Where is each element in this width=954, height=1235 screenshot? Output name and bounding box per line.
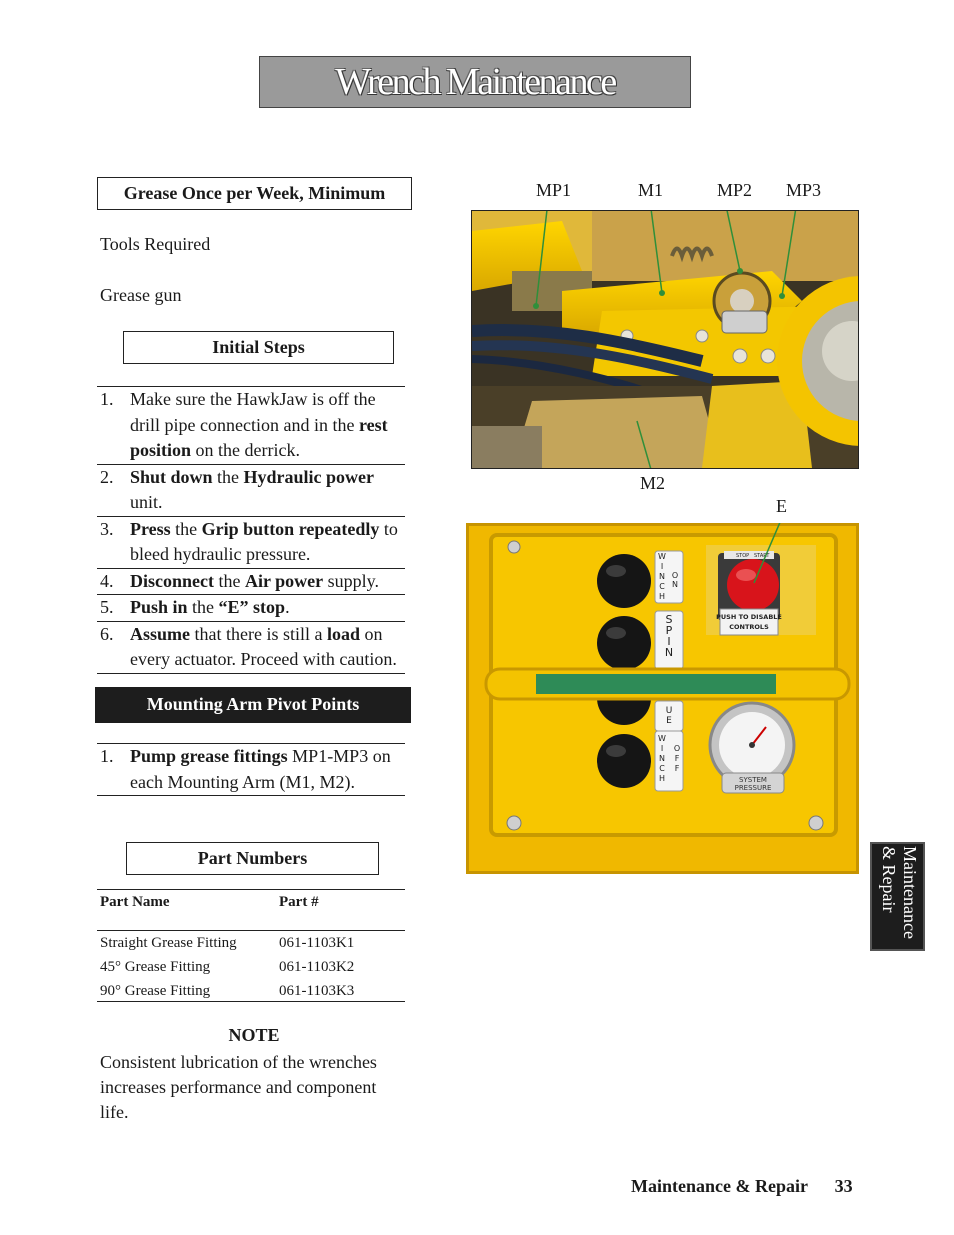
callout-m1: M1: [638, 180, 664, 200]
svg-text:U: U: [665, 706, 673, 716]
step-number: 5.: [100, 597, 114, 617]
svg-text:I: I: [660, 562, 664, 571]
label-system: SYSTEM: [739, 776, 767, 784]
step-fragment: the: [170, 518, 202, 539]
step-emphasis: rest position: [130, 414, 388, 460]
wrench-mounting-arm-photo: [471, 210, 859, 469]
step-text: [130, 569, 405, 595]
page-title: Wrench Maintenance: [335, 61, 615, 103]
callout-e: E: [776, 496, 787, 516]
step-text: [130, 465, 405, 516]
initial-steps-text: Initial Steps: [212, 337, 305, 357]
step-emphasis: “E” stop: [218, 597, 286, 617]
step-emphasis: Assume: [130, 623, 191, 644]
part-number-cell: 061-1103K2: [279, 959, 355, 975]
step-text: [130, 622, 405, 673]
tool-grease-gun: Grease gun: [100, 285, 182, 305]
callout-mp2: MP2: [717, 180, 753, 200]
initial-steps-list: [97, 386, 405, 674]
step-fragment: supply.: [323, 570, 379, 591]
part-numbers-header: [126, 842, 379, 875]
part-number-cell: 061-1103K3: [279, 983, 355, 999]
mounting-arm-header: [95, 687, 411, 723]
step-fragment: the: [214, 570, 245, 591]
col-part-number: Part #: [279, 894, 319, 910]
label-on: O: [671, 571, 679, 580]
table-header-row: [97, 889, 405, 931]
step-fragment: to bleed hydraulic pressure.: [130, 518, 398, 564]
initial_steps-step-5: [97, 594, 405, 621]
svg-text:H: H: [658, 774, 666, 783]
step-emphasis: Shut down: [130, 466, 213, 487]
step-emphasis: Hydraulic power: [243, 466, 375, 487]
step-emphasis: Push in: [130, 597, 188, 617]
label-controls: CONTROLS: [729, 623, 769, 631]
step-emphasis: Grip button repeatedly: [201, 518, 380, 539]
e-stop-button: [727, 559, 779, 611]
svg-text:I: I: [667, 635, 671, 648]
initial-steps-header: [123, 331, 394, 364]
table-row: [97, 979, 405, 1003]
initial_steps-step-4: [97, 568, 405, 595]
page-title-banner: [259, 56, 691, 108]
svg-text:STOP: STOP: [736, 553, 750, 559]
callout-mp1: MP1: [536, 180, 572, 200]
step-emphasis: Air power: [245, 570, 324, 591]
grease-schedule-text: Grease Once per Week, Minimum: [123, 183, 386, 203]
footer-section-name: Maintenance & Repair: [631, 1176, 808, 1196]
step-fragment: .: [285, 597, 290, 617]
part-numbers-text: Part Numbers: [197, 848, 308, 868]
initial_steps-step-1: [97, 386, 405, 464]
step-emphasis: Disconnect: [130, 570, 214, 591]
step-fragment: on the derrick.: [191, 440, 300, 460]
svg-text:START: START: [754, 553, 770, 559]
callout-m2: M2: [640, 473, 666, 493]
part-name-cell: 45° Grease Fitting: [100, 959, 211, 975]
step-number: 6.: [100, 623, 114, 644]
step-text: [130, 517, 405, 568]
svg-text:C: C: [659, 582, 665, 591]
mounting-arm-list: [97, 743, 405, 796]
mounting-step-1: [97, 743, 405, 796]
step-number: 1.: [100, 389, 114, 409]
grease-schedule-header: [97, 177, 412, 210]
step-emphasis: Pump grease fittings: [130, 746, 288, 766]
svg-text:N: N: [672, 580, 678, 589]
control-panel-photo: [466, 523, 859, 874]
side-tab-text: Maintenance & Repair: [879, 846, 920, 939]
mounting-arm-text: Mounting Arm Pivot Points: [146, 694, 360, 714]
part-name-cell: Straight Grease Fitting: [100, 935, 237, 951]
svg-text:N: N: [659, 754, 665, 763]
step-number: 3.: [100, 518, 114, 539]
step-fragment: the: [187, 597, 219, 617]
step-fragment: on every actuator. Proceed with caution.: [130, 623, 397, 669]
step-number: 4.: [100, 570, 114, 591]
step-text: [130, 387, 405, 464]
step-number: 1.: [100, 746, 114, 766]
label-winch-top: W: [658, 552, 666, 561]
svg-text:C: C: [659, 764, 665, 773]
label-pressure: PRESSURE: [734, 784, 772, 792]
table-body: [97, 931, 405, 1002]
initial_steps-step-2: [97, 464, 405, 516]
svg-text:F: F: [674, 764, 680, 773]
part-numbers-table: [97, 889, 405, 1002]
step-fragment: the: [212, 466, 244, 487]
step-fragment: that there is still a: [190, 623, 327, 644]
callout-mp3: MP3: [786, 180, 822, 200]
svg-text:H: H: [658, 592, 666, 601]
step-text: [130, 744, 405, 795]
part-number-cell: 061-1103K1: [279, 935, 355, 951]
svg-text:F: F: [674, 754, 680, 763]
step-text: [130, 595, 405, 621]
step-number: 2.: [100, 466, 114, 487]
col-part-name: Part Name: [100, 894, 170, 910]
step-emphasis: Press: [130, 518, 171, 539]
svg-text:I: I: [660, 744, 664, 753]
initial_steps-step-6: [97, 621, 405, 674]
step-fragment: unit.: [130, 492, 163, 512]
step-fragment: MP1-MP3 on each Mounting Arm (M1, M2).: [130, 746, 391, 792]
table-row: [97, 955, 405, 979]
label-winch-bottom: W: [658, 734, 666, 743]
svg-text:E: E: [666, 716, 672, 726]
step-emphasis: load: [326, 623, 360, 644]
page-footer: [631, 1176, 853, 1197]
label-push-disable: PUSH TO DISABLE: [716, 613, 782, 621]
svg-text:N: N: [664, 646, 674, 659]
note-heading: NOTE: [228, 1025, 280, 1045]
part-name-cell: 90° Grease Fitting: [100, 983, 211, 999]
svg-text:P: P: [665, 624, 673, 637]
label-spin: S: [665, 613, 673, 626]
step-fragment: Make sure the HawkJaw is off the drill pipe connection and in the: [130, 389, 376, 435]
page-number: 33: [834, 1176, 853, 1196]
svg-text:N: N: [659, 572, 665, 581]
label-off: O: [673, 744, 681, 753]
tools-required-label: Tools Required: [100, 234, 211, 254]
section-side-tab: [870, 842, 925, 951]
table-row: [97, 931, 405, 955]
note-text: Consistent lubrication of the wrenches increases performance and component life.: [100, 1052, 377, 1122]
initial_steps-step-3: [97, 516, 405, 568]
